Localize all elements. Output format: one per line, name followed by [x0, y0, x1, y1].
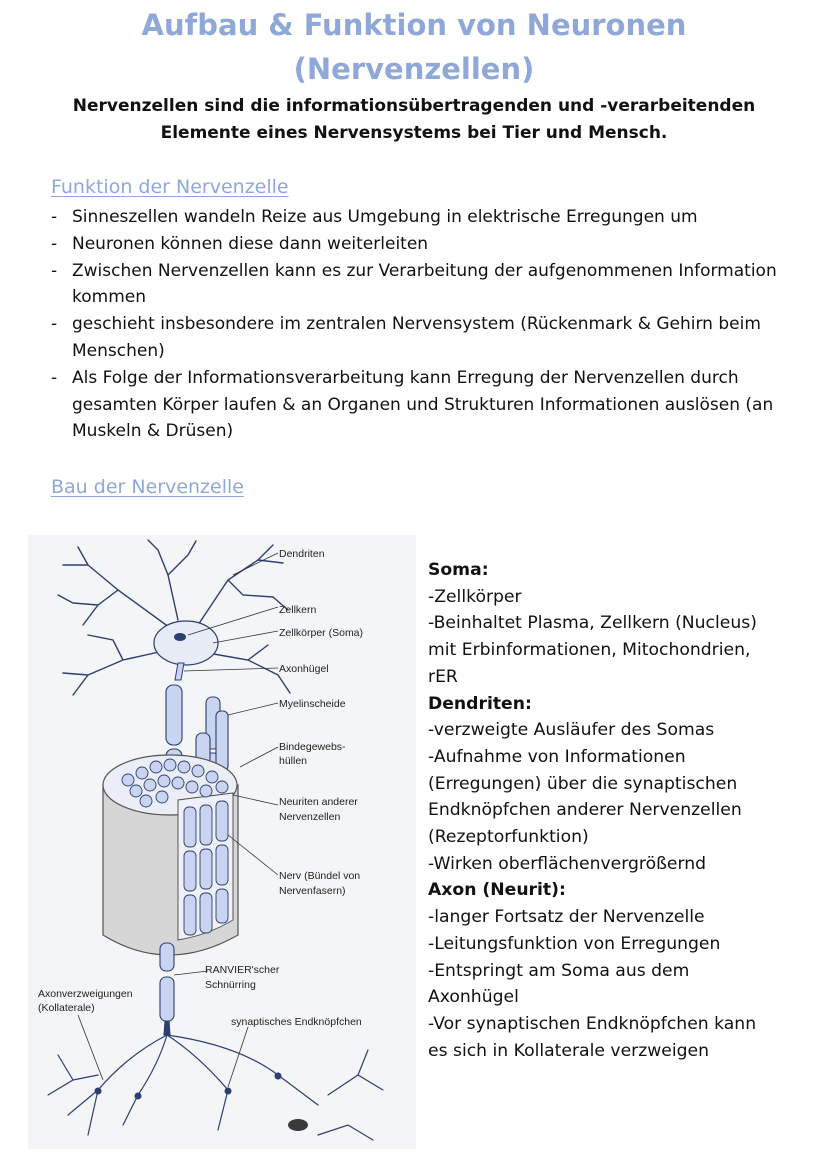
dendrite-branches — [58, 540, 290, 695]
list-item: - Als Folge der Informationsverarbeitung kann Erregung der Nervenzellen durch gesamten Körper laufen & an Organen und Strukturen Informationen auslösen (an Muskeln & Drüsen) — [51, 365, 781, 445]
section-heading-funktion: Funktion der Nervenzelle — [51, 176, 289, 198]
page-title-line-2: (Nervenzellen) — [293, 52, 535, 86]
label-endknoepfchen: synaptisches Endknöpfchen — [231, 1016, 362, 1028]
list-item: - Zwischen Nervenzellen kann es zur Verarbeitung der aufgenommenen Information kommen — [51, 258, 781, 312]
list-item: - geschieht insbesondere im zentralen Nervensystem (Rückenmark & Gehirn beim Menschen) — [51, 311, 781, 365]
funktion-list — [51, 204, 781, 445]
page-title-line-1: Aufbau & Funktion von Neuronen — [141, 8, 687, 42]
nerve-bundle — [103, 755, 238, 955]
soma-shape — [154, 621, 218, 665]
axon-line: -Entspringt am Soma aus dem Axonhügel — [428, 960, 690, 1008]
axon-hillock-shape — [175, 663, 184, 680]
label-nerv-2: Nervenfasern) — [279, 885, 346, 897]
soma-line: -Zellkörper — [428, 586, 522, 607]
axon-heading: Axon (Neurit): — [428, 880, 566, 901]
nucleus-other-cell — [288, 1119, 308, 1131]
axon-line: -Leitungsfunktion von Erregungen — [428, 933, 721, 954]
structure-descriptions — [428, 557, 778, 1064]
dendriten-line: -Aufnahme von Informationen (Erregungen) über die synaptischen Endknöpfchen anderer Nervenzellen (Rezeptorfunktion) — [428, 746, 742, 848]
soma-line: -Beinhaltet Plasma, Zellkern (Nucleus) mit Erbinformationen, Mitochondrien, rER — [428, 613, 757, 687]
label-ranvier-2: Schnürring — [205, 979, 256, 991]
page-subtitle — [40, 93, 788, 147]
label-neuriten-1: Neuriten anderer — [279, 796, 358, 808]
label-axonhuegel: Axonhügel — [279, 663, 329, 675]
label-nerv-1: Nerv (Bündel von — [279, 870, 361, 882]
label-dendriten: Dendriten — [279, 548, 325, 560]
axon-lower — [160, 943, 174, 1035]
nucleus-shape — [174, 633, 186, 641]
label-axonverzweigungen-1: Axonverzweigungen — [38, 988, 133, 1000]
list-item: - Sinneszellen wandeln Reize aus Umgebung in elektrische Erregungen um — [51, 204, 781, 231]
axon-line: -langer Fortsatz der Nervenzelle — [428, 907, 705, 928]
label-myelinscheide: Myelinscheide — [279, 698, 346, 710]
label-zellkoerper: Zellkörper (Soma) — [279, 627, 364, 639]
list-item: - Neuronen können diese dann weiterleiten — [51, 231, 781, 258]
label-ranvier-1: RANVIER'scher — [205, 964, 280, 976]
section-heading-bau: Bau der Nervenzelle — [51, 476, 244, 498]
synaptic-terminals — [95, 1073, 282, 1100]
subtitle-line-1: Nervenzellen sind die informationsübertragenden und -verarbeitenden — [72, 96, 756, 116]
dendriten-line: -verzweigte Ausläufer des Somas — [428, 720, 715, 741]
neuron-illustration — [28, 535, 416, 1149]
label-zellkern: Zellkern — [279, 604, 317, 616]
label-neuriten-2: Nervenzellen — [279, 811, 341, 823]
label-bindegewebs-1: Bindegewebs- — [279, 741, 346, 753]
dendriten-heading: Dendriten: — [428, 693, 532, 714]
axon-line: -Vor synaptischen Endknöpfchen kann es sich in Kollaterale verzweigen — [428, 1013, 757, 1061]
soma-heading: Soma: — [428, 560, 489, 580]
dendriten-line: -Wirken oberflächenvergrößernd — [428, 853, 707, 874]
neuron-diagram — [28, 535, 416, 1149]
subtitle-line-2: Elemente eines Nervensystems bei Tier und Mensch. — [160, 123, 668, 143]
label-axonverzweigungen-2: (Kollaterale) — [38, 1002, 95, 1014]
label-bindegewebs-2: hüllen — [279, 755, 308, 767]
collateral-branches — [48, 1035, 383, 1140]
